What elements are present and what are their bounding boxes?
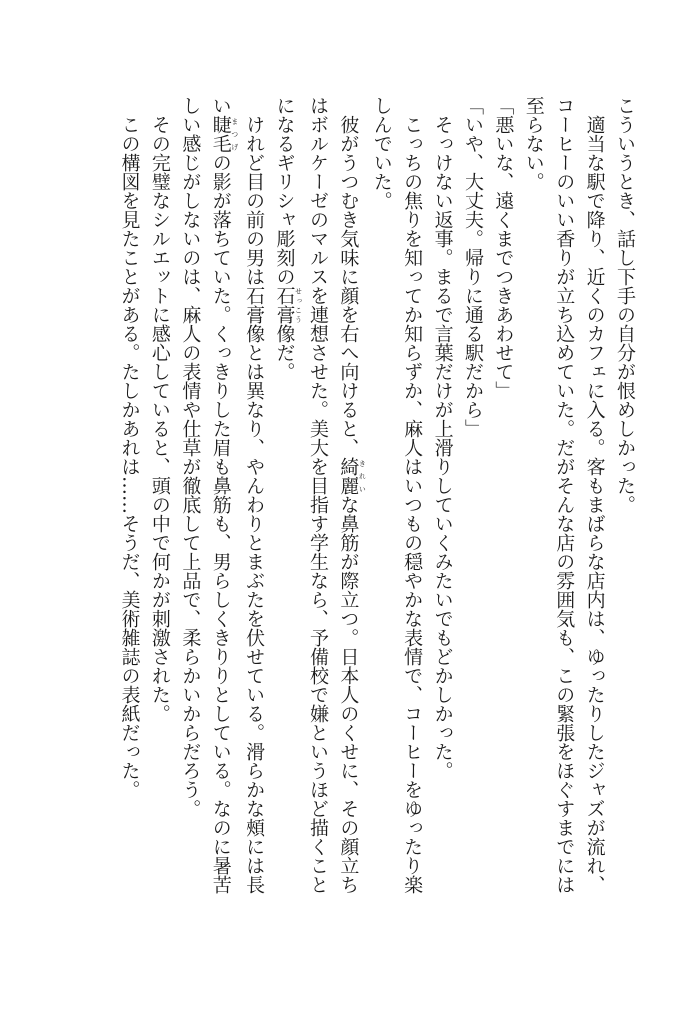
text-line-6: 「いや、大丈夫。帰りに通る駅だから」 <box>461 96 484 438</box>
line-10-part-a: 彼がうつむき気味に顔を右へ向けると、 <box>337 96 360 457</box>
text-line-16: その完璧なシルエットに感心していると、頭の中で何かが刺激された。 <box>148 96 171 723</box>
line-14-part-a: い <box>209 96 232 115</box>
line-12-part-a: になるギリシャ彫刻の <box>273 96 296 286</box>
text-line-1: こういうとき、話し下手の自分が恨めしかった。 <box>614 96 636 514</box>
text-line-11: はボルケーゼのマルスを連想させた。美大を目指す学生なら、予備校で嫌というほど描くこと <box>306 96 329 894</box>
text-line-17: この構図を見たことがある。たしかあれは……そうだ、美術雑誌の表紙だった。 <box>118 96 141 799</box>
ruby-matsuge: 睫毛 まつげ <box>209 115 239 153</box>
text-line-14 <box>205 96 238 976</box>
text-line-9: しんでいた。 <box>370 96 393 210</box>
text-line-2: 適当な駅で降り、近くのカフェに入る。客もまばらな店内は、ゆったりしたジャズが流れ、 <box>583 96 606 894</box>
text-line-10 <box>333 96 366 976</box>
text-line-7: そっけない返事。まるで言葉だけが上滑りしていくみたいでもどかしかった。 <box>431 96 454 780</box>
line-12-part-b: 像だ。 <box>273 324 296 381</box>
text-line-12 <box>269 96 302 976</box>
text-line-3: コーヒーのいい香りが立ち込めていた。だがそんな店の雰囲気も、この緊張をほぐすまでには <box>553 96 576 894</box>
text-line-15: しい感じがしないのは、麻人の表情や仕草が徹底して上品で、柔らかいからだろう。 <box>179 96 202 818</box>
text-line-4: 至らない。 <box>522 96 545 191</box>
text-line-13: けれど目の前の男は石膏像とは異なり、やんわりとまぶたを伏せている。滑らかな頰には長 <box>243 96 266 894</box>
line-10-part-b: な鼻筋が際立つ。日本人のくせに、その顔立ち <box>337 495 360 894</box>
text-line-8: こっちの焦りを知ってか知らずか、麻人はいつもの穏やかな表情で、コーヒーをゆったり楽 <box>401 96 424 894</box>
ruby-kirei: 綺麗 きれい <box>337 457 367 495</box>
vertical-text-body <box>40 96 640 976</box>
text-line-5: 「悪いな、遠くまでつきあわせて」 <box>492 96 515 400</box>
line-14-part-b: の影が落ちていた。くっきりした眉も鼻筋も、男らしくきりりとしている。なのに暑苦 <box>209 153 232 894</box>
ruby-sekkou: 石膏 せっこう <box>273 286 303 324</box>
